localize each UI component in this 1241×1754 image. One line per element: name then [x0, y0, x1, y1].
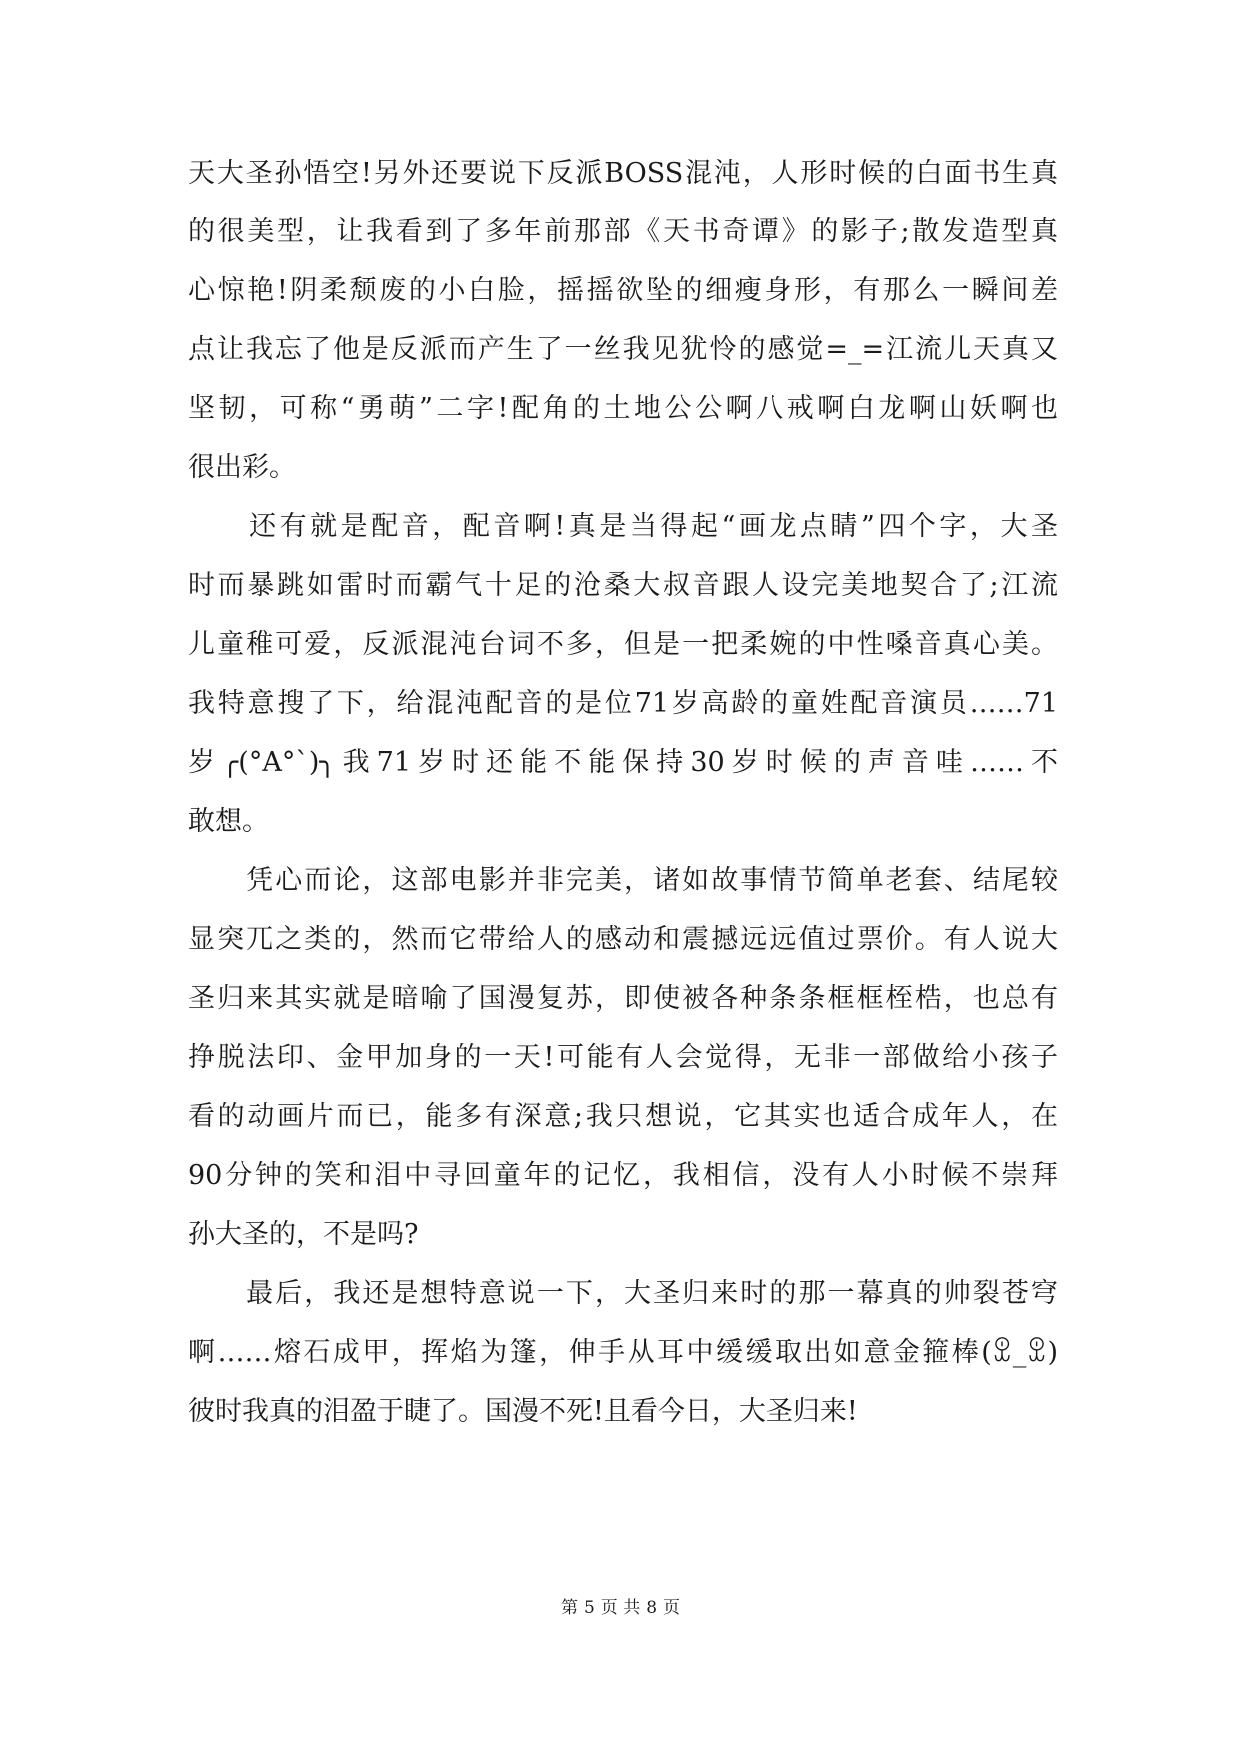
page-number: 5: [583, 1598, 595, 1618]
text-line: 凭心而论，这部电影并非完美，诸如故事情节简单老套、结尾较: [188, 865, 1058, 896]
footer-prefix: 第: [560, 1598, 578, 1618]
text-line: 看的动画片而已，能多有深意;我只想说，它其实也适合成年人，在: [188, 1101, 1058, 1132]
footer-middle: 页 共: [600, 1598, 641, 1618]
text-line: 孙大圣的，不是吗?: [188, 1219, 419, 1250]
text-line: 敢想。: [188, 806, 269, 837]
text-line: 点让我忘了他是反派而产生了一丝我见犹怜的感觉=_=江流儿天真又: [188, 334, 1058, 365]
text-line: 时而暴跳如雷时而霸气十足的沧桑大叔音跟人设完美地契合了;江流: [188, 570, 1058, 601]
text-line: 岁╭(°A°`)╮我71岁时还能不能保持30岁时候的声音哇……不: [188, 747, 1058, 778]
text-line: 挣脱法印、金甲加身的一天!可能有人会觉得，无非一部做给小孩子: [188, 1042, 1058, 1073]
text-line: 最后，我还是想特意说一下，大圣归来时的那一幕真的帅裂苍穹: [188, 1278, 1058, 1309]
text-line: 儿童稚可爱，反派混沌台词不多，但是一把柔婉的中性嗓音真心美。: [188, 629, 1058, 660]
text-line: 啊……熔石成甲，挥焰为篷，伸手从耳中缓缓取出如意金箍棒(ꀾ_ꀾ): [188, 1337, 1058, 1368]
text-line: 还有就是配音，配音啊!真是当得起“画龙点睛”四个字，大圣: [188, 511, 1058, 542]
text-line: 彼时我真的泪盈于睫了。国漫不死!且看今日，大圣归来!: [188, 1396, 858, 1427]
text-line: 圣归来其实就是暗喻了国漫复苏，即使被各种条条框框桎梏，也总有: [188, 983, 1058, 1014]
footer-suffix: 页: [663, 1598, 681, 1618]
text-line: 显突兀之类的，然而它带给人的感动和震撼远远值过票价。有人说大: [188, 924, 1058, 955]
text-line: 90分钟的笑和泪中寻回童年的记忆，我相信，没有人小时候不崇拜: [188, 1160, 1058, 1191]
text-line: 很出彩。: [188, 452, 296, 483]
text-line: 天大圣孙悟空!另外还要说下反派BOSS混沌，人形时候的白面书生真: [188, 158, 1058, 189]
text-line: 心惊艳!阴柔颓废的小白脸，摇摇欲坠的细瘦身形，有那么一瞬间差: [188, 275, 1058, 306]
text-line: 我特意搜了下，给混沌配音的是位71岁高龄的童姓配音演员……71: [188, 688, 1058, 719]
page-total: 8: [646, 1598, 658, 1618]
text-line: 坚韧，可称“勇萌”二字!配角的土地公公啊八戒啊白龙啊山妖啊也: [188, 393, 1058, 424]
page-footer: [0, 1596, 1241, 1620]
text-line: 的很美型，让我看到了多年前那部《天书奇谭》的影子;散发造型真: [188, 216, 1058, 247]
